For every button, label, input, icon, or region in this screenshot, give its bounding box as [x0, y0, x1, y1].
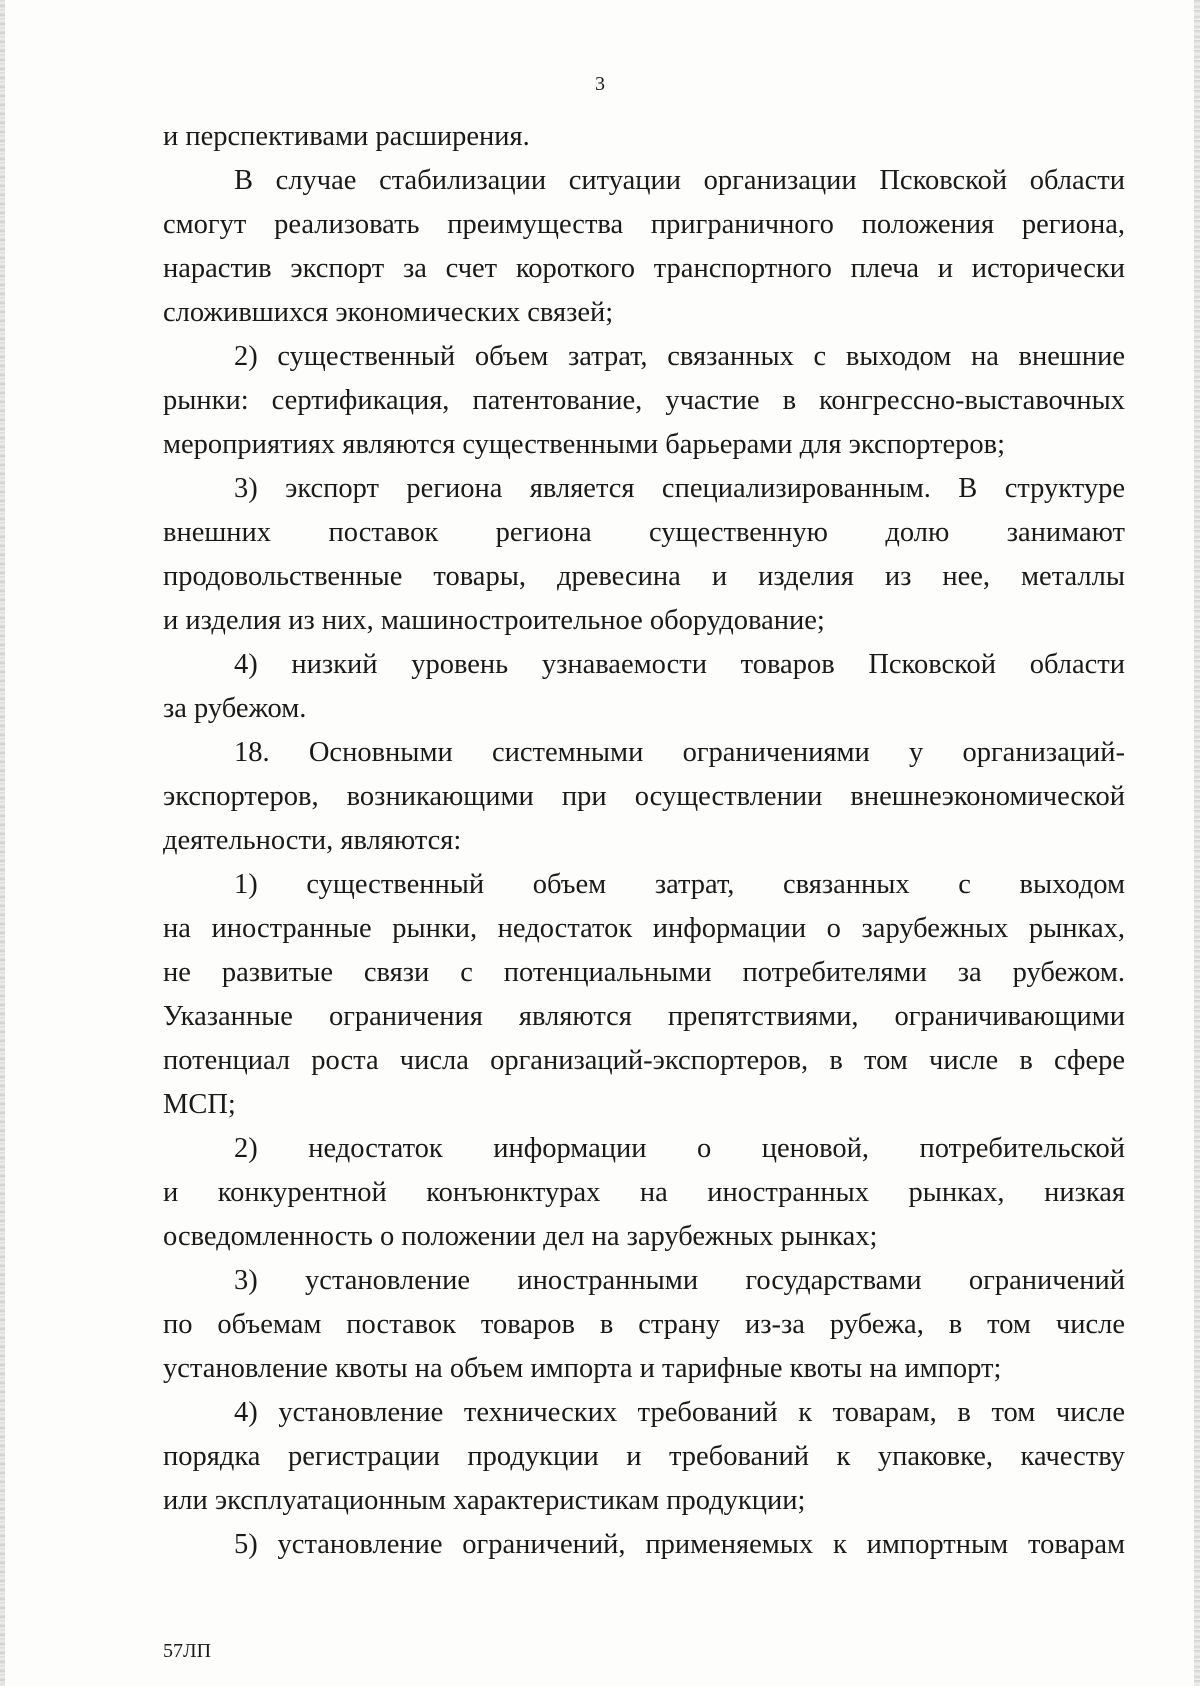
- text-line: на иностранные рынки, недостаток информации о зарубежных рынках,: [163, 913, 1125, 944]
- text-line: осведомленность о положении дел на зарубежных рынках;: [163, 1221, 878, 1252]
- text-line: 5) установление ограничений, применяемых к импортным товарам: [234, 1529, 1125, 1560]
- text-line: внешних поставок региона существенную долю занимают: [163, 517, 1125, 548]
- text-line: и изделия из них, машиностроительное оборудование;: [163, 605, 825, 636]
- text-line: не развитые связи с потенциальными потребителями за рубежом.: [163, 957, 1125, 988]
- text-line: рынки: сертификация, патентование, участие в конгрессно-выставочных: [163, 385, 1125, 416]
- text-line: 3) установление иностранными государствами ограничений: [234, 1265, 1125, 1296]
- text-line: Указанные ограничения являются препятствиями, ограничивающими: [163, 1001, 1125, 1032]
- document-code: 57ЛП: [163, 1640, 212, 1662]
- text-line: деятельности, являются:: [163, 825, 462, 856]
- text-line: 4) установление технических требований к товарам, в том числе: [234, 1397, 1125, 1428]
- text-line: нарастив экспорт за счет короткого транспортного плеча и исторически: [163, 253, 1125, 284]
- text-line: МСП;: [163, 1089, 236, 1120]
- scan-edge-left: [0, 0, 5, 1686]
- text-line: мероприятиях являются существенными барьерами для экспортеров;: [163, 429, 1005, 460]
- page-number: 3: [595, 73, 605, 95]
- scan-edge-right: [1194, 0, 1200, 1686]
- text-line: потенциал роста числа организаций-экспортеров, в том числе в сфере: [163, 1045, 1125, 1076]
- text-line: продовольственные товары, древесина и изделия из нее, металлы: [163, 561, 1125, 592]
- text-line: 2) недостаток информации о ценовой, потребительской: [234, 1133, 1125, 1164]
- text-line: и конкурентной конъюнктурах на иностранных рынках, низкая: [163, 1177, 1125, 1208]
- text-line: В случае стабилизации ситуации организации Псковской области: [234, 165, 1125, 196]
- text-line: 1) существенный объем затрат, связанных с выходом: [234, 869, 1125, 900]
- text-line: сложившихся экономических связей;: [163, 297, 614, 328]
- text-line: или эксплуатационным характеристикам продукции;: [163, 1485, 806, 1516]
- text-line: по объемам поставок товаров в страну из-за рубежа, в том числе: [163, 1309, 1125, 1340]
- text-line: 18. Основными системными ограничениями у организаций-: [234, 737, 1125, 768]
- text-line: 3) экспорт региона является специализированным. В структуре: [234, 473, 1125, 504]
- text-line: и перспективами расширения.: [163, 121, 530, 152]
- text-line: порядка регистрации продукции и требований к упаковке, качеству: [163, 1441, 1125, 1472]
- text-line: экспортеров, возникающими при осуществлении внешнеэкономической: [163, 781, 1125, 812]
- text-line: 2) существенный объем затрат, связанных с выходом на внешние: [234, 341, 1125, 372]
- text-line: установление квоты на объем импорта и тарифные квоты на импорт;: [163, 1353, 1002, 1384]
- document-body: [163, 115, 1125, 1567]
- text-line: за рубежом.: [163, 693, 307, 724]
- text-line: смогут реализовать преимущества приграничного положения региона,: [163, 209, 1125, 240]
- text-line: 4) низкий уровень узнаваемости товаров Псковской области: [234, 649, 1125, 680]
